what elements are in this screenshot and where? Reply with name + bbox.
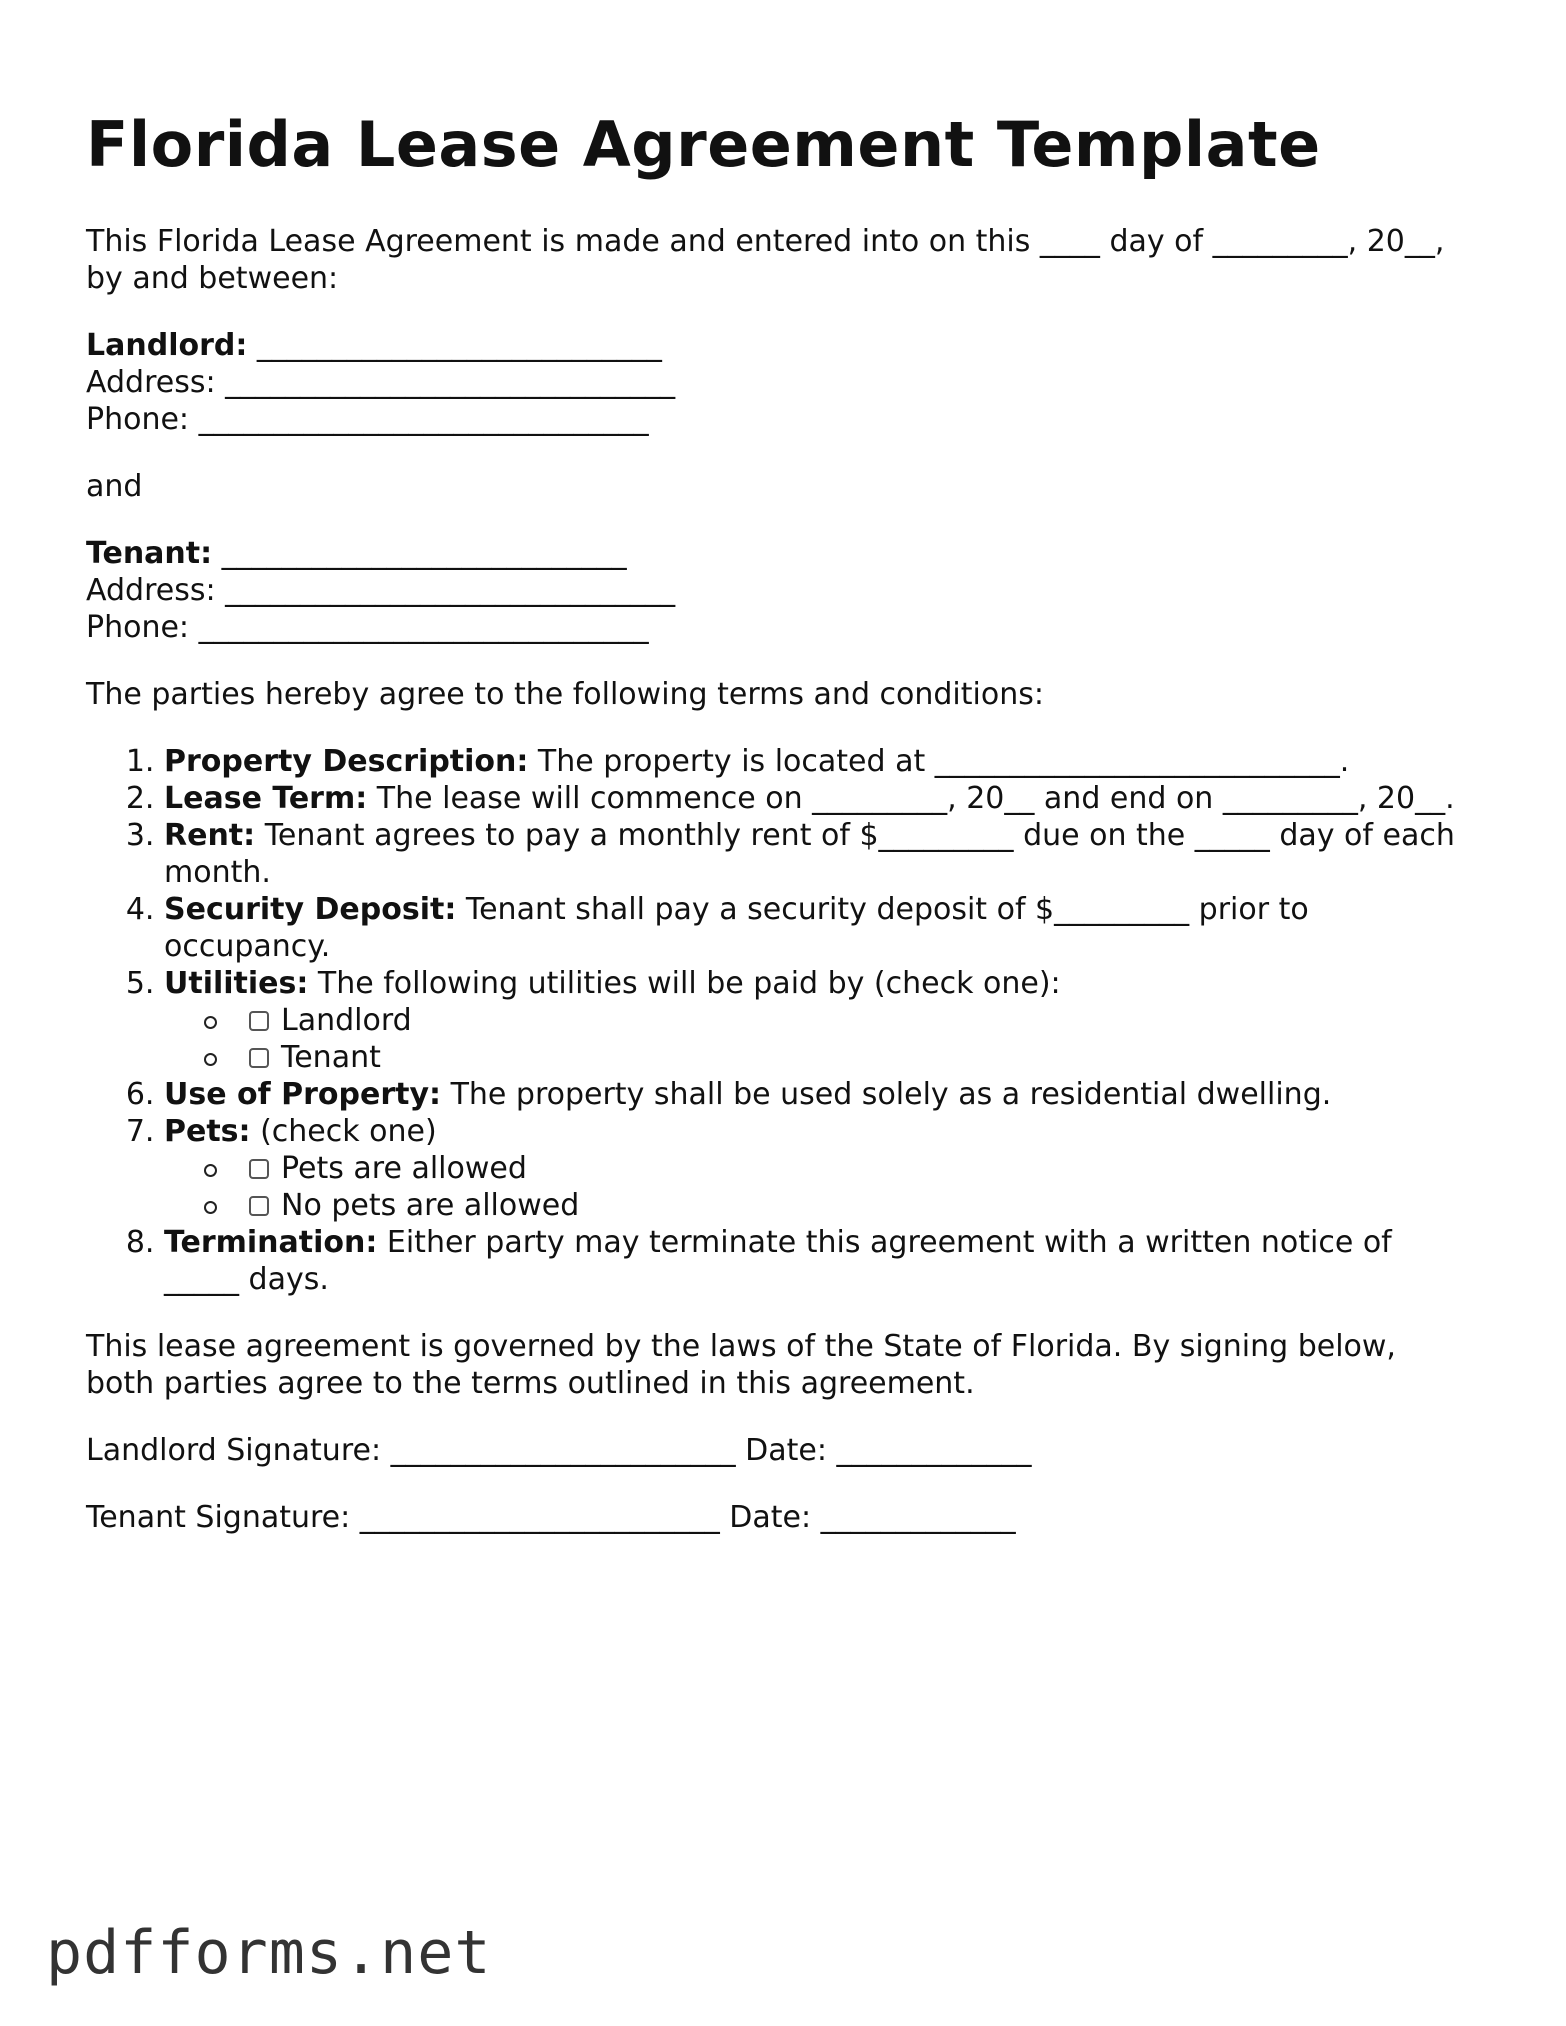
pets-not-allowed-label: No pets are allowed [281,1188,580,1223]
closing-paragraph: This lease agreement is governed by the laws of the State of Florida. By signing below, both parties agree to the terms outlined in this agreement. [86,1329,1396,1401]
pets-options [164,1150,1466,1224]
utilities-landlord-checkbox[interactable] [249,1011,269,1031]
landlord-name-blank: ___________________________ [247,328,662,363]
terms-list [86,743,1466,1298]
term-deposit-text: Tenant shall pay a security deposit of $_________ prior to occupancy. [164,892,1309,964]
utilities-tenant-label: Tenant [281,1040,381,1075]
pets-option-not-allowed [204,1187,1466,1224]
intro-paragraph: This Florida Lease Agreement is made and entered into on this ____ day of _________, 20__, by and between: [86,224,1445,296]
landlord-label: Landlord: [86,328,248,363]
term-termination [164,1224,1466,1298]
document-page [86,105,1466,1536]
utilities-option-landlord [204,1002,1466,1039]
term-use-text: The property shall be used solely as a residential dwelling. [441,1077,1332,1112]
tenant-name-blank: ___________________________ [212,536,627,571]
term-deposit-label: Security Deposit: [164,892,457,927]
utilities-options [164,1002,1466,1076]
term-property-text: The property is located at ___________________________. [528,744,1350,779]
term-rent [164,817,1466,891]
landlord-address-line: Address: ______________________________ [86,365,676,400]
term-property-label: Property Description: [164,744,529,779]
term-utilities [164,965,1466,1076]
pets-allowed-label: Pets are allowed [281,1151,527,1186]
term-use [164,1076,1466,1113]
landlord-block [86,327,1466,438]
landlord-phone-line: Phone: ______________________________ [86,402,649,437]
tenant-phone-line: Phone: ______________________________ [86,610,649,645]
term-rent-text: Tenant agrees to pay a monthly rent of $_________ due on the _____ day of each month. [164,818,1455,890]
term-pets [164,1113,1466,1224]
page-title: Florida Lease Agreement Template [86,108,1321,181]
term-termination-text: Either party may terminate this agreement with a written notice of _____ days. [164,1225,1392,1297]
term-lease-label: Lease Term: [164,781,368,816]
term-pets-text: (check one) [250,1114,437,1149]
landlord-signature-line: Landlord Signature: _______________________ Date: _____________ [86,1433,1032,1468]
term-utilities-label: Utilities: [164,966,309,1001]
pets-allowed-checkbox[interactable] [249,1159,269,1179]
term-lease [164,780,1466,817]
term-rent-label: Rent: [164,818,256,853]
term-property [164,743,1466,780]
pets-option-allowed [204,1150,1466,1187]
terms-intro: The parties hereby agree to the following terms and conditions: [86,677,1044,712]
utilities-option-tenant [204,1039,1466,1076]
term-deposit [164,891,1466,965]
term-termination-label: Termination: [164,1225,378,1260]
tenant-signature-line: Tenant Signature: ________________________ Date: _____________ [86,1500,1016,1535]
landlord-name-line [86,327,1466,364]
tenant-address-line: Address: ______________________________ [86,573,676,608]
tenant-name-line [86,535,1466,572]
term-lease-text: The lease will commence on _________, 20__ and end on _________, 20__. [367,781,1455,816]
pets-not-allowed-checkbox[interactable] [249,1196,269,1216]
utilities-tenant-checkbox[interactable] [249,1048,269,1068]
watermark-logo: pdfforms.net [46,1918,492,1988]
tenant-block [86,535,1466,646]
term-utilities-text: The following utilities will be paid by (check one): [308,966,1061,1001]
term-use-label: Use of Property: [164,1077,442,1112]
utilities-landlord-label: Landlord [281,1003,412,1038]
tenant-label: Tenant: [86,536,213,571]
and-text: and [86,469,143,504]
term-pets-label: Pets: [164,1114,251,1149]
